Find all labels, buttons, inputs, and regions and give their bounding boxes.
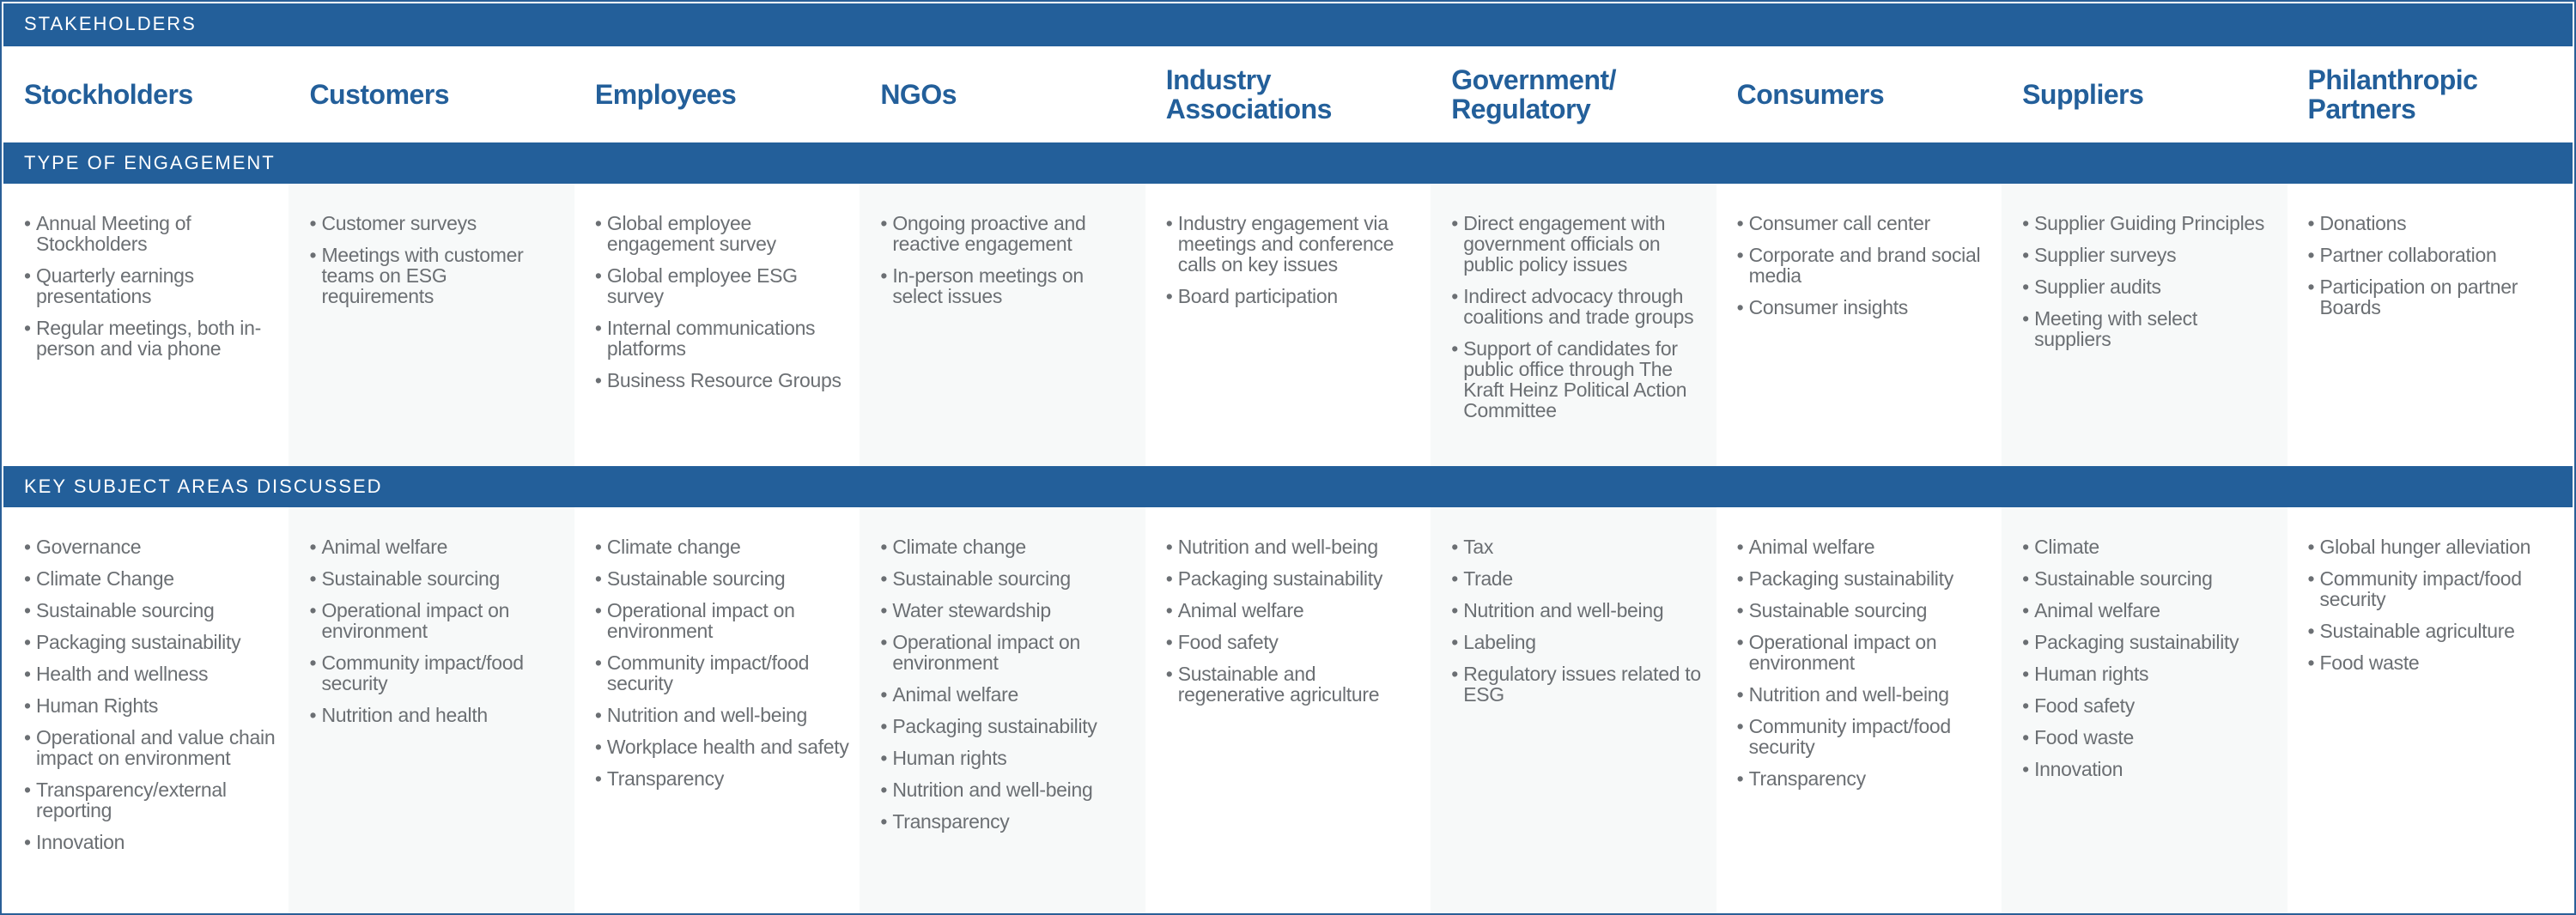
topic-item: • Sustainable sourcing [24,600,278,621]
topic-item: • Climate change [595,536,849,557]
stakeholder-column-header [1431,46,1716,142]
topic-item: • Nutrition and well-being [1451,600,1705,621]
stakeholder-column-header [1145,46,1431,142]
topic-item: • Human rights [880,748,1134,768]
topics-cell-list [1737,507,1991,789]
topics-cell [860,507,1145,913]
stakeholder-column-header [289,46,574,142]
engagement-cell [1431,184,1716,466]
topic-item: • Nutrition and well-being [595,705,849,725]
engagement-item: • Industry engagement via meetings and conference calls on key issues [1166,213,1420,275]
engagement-item: • Support of candidates for public office through The Kraft Heinz Political Action Committee [1451,338,1705,421]
topic-item: • Community impact/food security [1737,716,1991,757]
topics-cell [1716,507,2002,913]
topic-item: • Animal welfare [880,684,1134,705]
topics-cell [1145,507,1431,913]
topics-cell-list [2308,507,2562,673]
engagement-cell [1716,184,2002,466]
topics-cell-list [2022,507,2276,779]
topics-cell-list [1166,507,1420,705]
engagement-cell [3,184,289,466]
stakeholder-column-header [2002,46,2287,142]
engagement-item: • Consumer call center [1737,213,1991,233]
engagement-item: • Meetings with customer teams on ESG requirements [309,245,563,306]
engagement-item: • Board participation [1166,286,1420,306]
stakeholder-name: Philanthropic Partners [2307,64,2478,124]
engagement-item: • Consumer insights [1737,297,1991,318]
topic-item: • Human rights [2022,664,2276,684]
stakeholder-names-row [3,46,2573,142]
topic-item: • Sustainable sourcing [595,568,849,589]
engagement-item: • Global employee ESG survey [595,265,849,306]
topic-item: • Nutrition and well-being [1737,684,1991,705]
topics-cell-list [309,507,563,725]
topic-item: • Animal welfare [309,536,563,557]
engagement-row [3,184,2573,466]
engagement-item: • Supplier surveys [2022,245,2276,265]
engagement-item: • Partner collaboration [2308,245,2562,265]
engagement-item: • Donations [2308,213,2562,233]
engagement-item: • Indirect advocacy through coalitions and trade groups [1451,286,1705,327]
topic-item: • Climate change [880,536,1134,557]
engagement-cell [860,184,1145,466]
topic-item: • Food safety [2022,695,2276,716]
topic-item: • Human Rights [24,695,278,716]
topic-item: • Food waste [2308,652,2562,673]
engagement-cell [289,184,574,466]
stakeholder-name: Government/ Regulatory [1451,64,1617,124]
topic-item: • Operational impact on environment [880,632,1134,673]
topic-item: • Sustainable and regenerative agriculture [1166,664,1420,705]
topic-item: • Packaging sustainability [2022,632,2276,652]
topic-item: • Packaging sustainability [1737,568,1991,589]
engagement-item: • Annual Meeting of Stockholders [24,213,278,254]
topics-cell [2287,507,2573,913]
topic-item: • Trade [1451,568,1705,589]
topic-item: • Transparency [1737,768,1991,789]
stakeholder-name: Suppliers [2022,79,2144,110]
topic-item: • Community impact/food security [595,652,849,694]
topic-item: • Food waste [2022,727,2276,748]
engagement-item: • Supplier audits [2022,276,2276,297]
stakeholder-column-header [3,46,289,142]
engagement-item: • Customer surveys [309,213,563,233]
topic-item: • Health and wellness [24,664,278,684]
engagement-cell [574,184,860,466]
stakeholder-column-header [2287,46,2573,142]
engagement-cell-list [1737,184,1991,318]
engagement-cell-list [1451,184,1705,421]
engagement-item: • Regular meetings, both in-person and via phone [24,318,278,359]
topics-cell-list [595,507,849,789]
topic-item: • Sustainable sourcing [1737,600,1991,621]
engagement-item: • Supplier Guiding Principles [2022,213,2276,233]
topic-item: • Sustainable sourcing [2022,568,2276,589]
topics-row [3,507,2573,913]
topic-item: • Food safety [1166,632,1420,652]
stakeholder-name: NGOs [880,79,957,110]
topic-item: • Governance [24,536,278,557]
stakeholder-name: Stockholders [24,79,193,110]
topics-cell [574,507,860,913]
topic-item: • Labeling [1451,632,1705,652]
engagement-cell-list [309,184,563,306]
engagement-cell-list [1166,184,1420,306]
topic-item: • Nutrition and well-being [1166,536,1420,557]
engagement-item: • Business Resource Groups [595,370,849,391]
topic-item: • Nutrition and health [309,705,563,725]
stakeholder-name: Employees [594,79,737,110]
engagement-cell-list [2308,184,2562,318]
section-header-engagement: TYPE OF ENGAGEMENT [3,142,2573,184]
section-header-topics: KEY SUBJECT AREAS DISCUSSED [3,466,2573,507]
topic-item: • Transparency/external reporting [24,779,278,821]
topic-item: • Water stewardship [880,600,1134,621]
topic-item: • Global hunger alleviation [2308,536,2562,557]
topic-item: • Innovation [2022,759,2276,779]
topic-item: • Climate Change [24,568,278,589]
topics-cell [2002,507,2287,913]
section-header-stakeholders: STAKEHOLDERS [3,3,2573,46]
stakeholder-column-header [574,46,860,142]
stakeholder-name: Customers [309,79,450,110]
stakeholder-name: Industry Associations [1165,64,1332,124]
topic-item: • Tax [1451,536,1705,557]
engagement-item: • Internal communications platforms [595,318,849,359]
topic-item: • Transparency [880,811,1134,832]
topic-item: • Transparency [595,768,849,789]
topics-cell [1431,507,1716,913]
topic-item: • Packaging sustainability [1166,568,1420,589]
engagement-cell-list [595,184,849,391]
topic-item: • Animal welfare [1737,536,1991,557]
engagement-item: • Direct engagement with government officials on public policy issues [1451,213,1705,275]
topic-item: • Operational impact on environment [309,600,563,641]
topic-item: • Operational and value chain impact on environment [24,727,278,768]
stakeholder-name: Consumers [1736,79,1885,110]
topic-item: • Sustainable sourcing [880,568,1134,589]
topic-item: • Packaging sustainability [880,716,1134,736]
topics-cell [3,507,289,913]
topic-item: • Animal welfare [1166,600,1420,621]
engagement-item: • Corporate and brand social media [1737,245,1991,286]
topic-item: • Animal welfare [2022,600,2276,621]
topic-item: • Operational impact on environment [1737,632,1991,673]
engagement-item: • Participation on partner Boards [2308,276,2562,318]
topic-item: • Sustainable sourcing [309,568,563,589]
engagement-item: • Global employee engagement survey [595,213,849,254]
engagement-item: • Meeting with select suppliers [2022,308,2276,349]
stakeholder-column-header [860,46,1145,142]
topics-cell-list [1451,507,1705,705]
engagement-cell-list [24,184,278,359]
topic-item: • Nutrition and well-being [880,779,1134,800]
stakeholder-column-header [1716,46,2002,142]
topic-item: • Community impact/food security [309,652,563,694]
topics-cell [289,507,574,913]
topic-item: • Packaging sustainability [24,632,278,652]
topic-item: • Climate [2022,536,2276,557]
topic-item: • Community impact/food security [2308,568,2562,609]
engagement-item: • Ongoing proactive and reactive engagement [880,213,1134,254]
topic-item: • Regulatory issues related to ESG [1451,664,1705,705]
topics-cell-list [880,507,1134,832]
topics-cell-list [24,507,278,852]
engagement-item: • In-person meetings on select issues [880,265,1134,306]
topic-item: • Operational impact on environment [595,600,849,641]
engagement-cell-list [880,184,1134,306]
engagement-cell [2287,184,2573,466]
engagement-cell [2002,184,2287,466]
topic-item: • Workplace health and safety [595,736,849,757]
engagement-item: • Quarterly earnings presentations [24,265,278,306]
topic-item: • Sustainable agriculture [2308,621,2562,641]
engagement-cell-list [2022,184,2276,349]
engagement-cell [1145,184,1431,466]
topic-item: • Innovation [24,832,278,852]
